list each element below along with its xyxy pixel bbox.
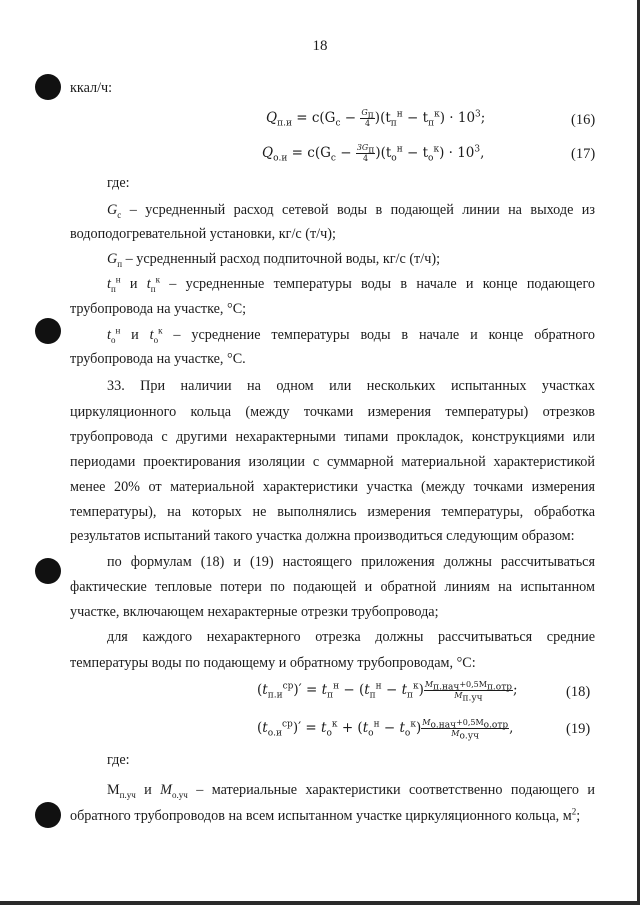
def-tp-line2: трубопровода на участке, °С; bbox=[70, 301, 247, 317]
def-to-line2: трубопровода на участке, °С. bbox=[70, 351, 246, 367]
def-gp: $G_п$ – усредненный расход подпиточной воды, кг/с (т/ч); bbox=[107, 251, 441, 269]
def-gc-line2: водоподогревательной установки, кг/с (т/ч); bbox=[70, 226, 336, 242]
para-formulas-line-2: фактические тепловые потери по подающей и обратной линиям на испытанном bbox=[70, 579, 595, 595]
scan-edge-bottom bbox=[0, 901, 640, 905]
para33-line-5: менее 20% от материальной характеристики участка (между точками измерения bbox=[70, 479, 595, 495]
where-label-2: где: bbox=[107, 752, 130, 768]
formula-18: $(t_{п.и}^{ср})' = t_п^н - (t_п^н - t_п^к)$ $\frac{M_{п.нач}+0,5M_{п.отр}}{M_{п.уч}}$ ; bbox=[257, 680, 518, 704]
def-m-line1: $М_{п.уч}$ и $M_{о.уч}$ – материальные характеристики соответственно подающего и bbox=[107, 782, 596, 800]
punch-hole-4 bbox=[35, 802, 61, 828]
formula-16: $Q_{п.и} = c(G_c$ − $\frac{G_п}{4}$ )$(t_п^н - t_п^к) \cdot 10^3$; bbox=[266, 108, 486, 129]
formula-17-number: (17) bbox=[571, 146, 596, 162]
para33-line-6: температуры), на которых не выполнялись измерения температуры, обработка bbox=[70, 504, 595, 520]
para33-line-2: циркуляционного кольца (между точками измерения температуры) отрезков bbox=[70, 404, 595, 420]
punch-hole-2 bbox=[35, 318, 61, 344]
formula-16-number: (16) bbox=[571, 112, 596, 128]
para33-line-1: 33. При наличии на одном или нескольких испытанных участках bbox=[107, 378, 595, 394]
para-formulas-line-3: участке, включающем нехарактерные отрезки трубопровода; bbox=[70, 604, 439, 620]
punch-hole-1 bbox=[35, 74, 61, 100]
para33-line-3: трубопровода с другими нехарактерными типами прокладок, конструкциями или bbox=[70, 429, 595, 445]
formula-17: $Q_{о.и} = c(G_c$ − $\frac{3G_п}{4}$ )$(t_о^н - t_о^к) \cdot 10^3$, bbox=[262, 143, 485, 164]
formula-19: $(t_{о.и}^{ср})' = t_о^к + (t_о^н - t_о^к)$ $\frac{M_{о.нач}+0,5M_{о.отр}}{M_{о.уч}}$ , bbox=[257, 718, 514, 742]
para-each-line-1: для каждого нехарактерного отрезка должны рассчитываться средние bbox=[107, 629, 595, 645]
para-each-line-2: температуры воды по подающему и обратному трубопроводам, °С: bbox=[70, 655, 476, 671]
formula-19-number: (19) bbox=[566, 721, 591, 737]
page-number: 18 bbox=[312, 38, 328, 54]
para33-line-4: периодами проектирования изоляции с суммарной материальной характеристикой bbox=[70, 454, 595, 470]
punch-hole-3 bbox=[35, 558, 61, 584]
def-to-line1: $t_о^н$ и $t_о^к$ – усреднение температуры воды в начале и конце обратного bbox=[107, 325, 596, 345]
formula-18-number: (18) bbox=[566, 684, 591, 700]
para33-line-7: результатов испытаний такого участка должна производиться следующим образом: bbox=[70, 528, 575, 544]
para-formulas-line-1: по формулам (18) и (19) настоящего приложения должны рассчитываться bbox=[107, 554, 595, 570]
def-tp-line1: $t_п^н$ и $t_п^к$ – усредненные температуры воды в начале и конце подающего bbox=[107, 274, 596, 294]
def-gc-line1: $G_c$ – усредненный расход сетевой воды в подающей линии на выходе из bbox=[107, 202, 595, 220]
where-label-1: где: bbox=[107, 175, 130, 191]
def-m-line2: обратного трубопроводов на всем испытанном участке циркуляционного кольца, $м^2$; bbox=[70, 806, 581, 824]
unit-intro: ккал/ч: bbox=[70, 80, 113, 96]
